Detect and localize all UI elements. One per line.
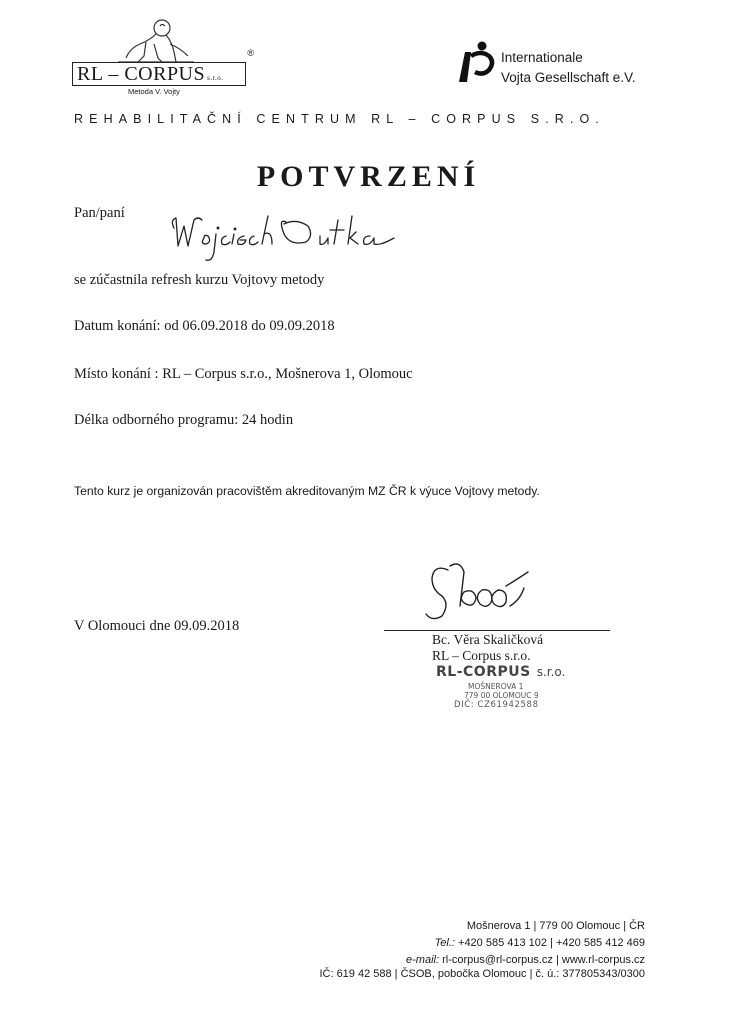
place-and-date: V Olomouci dne 09.09.2018 (74, 618, 240, 634)
participant-handwritten-name (168, 212, 408, 268)
stamp-street: MOŠNEROVA 1 (468, 682, 524, 691)
stamp-brand: RL-CORPUS (436, 664, 531, 680)
registered-mark: ® (247, 48, 254, 58)
course-date: Datum konání: od 06.09.2018 do 09.09.2018 (74, 318, 335, 334)
stamp-company-name (436, 664, 565, 680)
vojta-society-logo (455, 40, 685, 90)
signature-line (384, 630, 610, 631)
director-handwritten-signature (420, 556, 540, 628)
signatory-name: Bc. Věra Skaličková (432, 632, 544, 647)
accreditation-statement: Tento kurz je organizován pracovištěm akreditovaným MZ ČR k výuce Vojtovy metody. (74, 484, 540, 498)
course-place: Místo konání : RL – Corpus s.r.o., Mošnerova 1, Olomouc (74, 366, 413, 382)
footer-phone (435, 937, 645, 949)
crawling-baby-icon (110, 18, 200, 64)
footer-address: Mošnerova 1 | 779 00 Olomouc | ČR (466, 920, 645, 932)
logo-brand-text: RL – CORPUS (77, 63, 206, 85)
signatory-company: RL – Corpus s.r.o. (432, 648, 531, 663)
organization-heading: REHABILITAČNÍ CENTRUM RL – CORPUS S.R.O. (74, 112, 605, 126)
logo-wordmark (72, 62, 246, 86)
company-stamp (424, 664, 594, 714)
footer-email (406, 954, 645, 966)
participation-statement: se zúčastnila refresh kurzu Vojtovy metody (74, 272, 325, 288)
footer-company-ids: IČ: 619 42 588 | ČSOB, pobočka Olomouc | č. ú.: 377805343/0300 (319, 968, 645, 980)
email-and-website: rl-corpus@rl-corpus.cz | www.rl-corpus.cz (442, 954, 645, 966)
logo-subtitle: Metoda V. Vojty (128, 87, 180, 96)
course-duration: Délka odborného programu: 24 hodin (74, 412, 294, 428)
stamp-tax-id: DIČ: CZ61942588 (454, 700, 539, 710)
phone-label: Tel.: (434, 937, 455, 949)
salutation-label: Pan/paní (74, 205, 125, 221)
stamp-suffix: s.r.o. (536, 665, 566, 679)
vojta-society-icon (455, 40, 497, 86)
document-title: POTVRZENÍ (256, 160, 481, 193)
vojta-society-name-line2: Vojta Gesellschaft e.V. (501, 70, 636, 85)
phone-numbers: +420 585 413 102 | +420 585 412 469 (458, 937, 645, 949)
stamp-city: 779 00 OLOMOUC 9 (464, 691, 539, 700)
rl-corpus-logo (72, 18, 254, 98)
vojta-society-name-line1: Internationale (501, 50, 583, 65)
logo-suffix: s.r.o. (207, 74, 224, 82)
email-label: e-mail: (406, 954, 440, 966)
